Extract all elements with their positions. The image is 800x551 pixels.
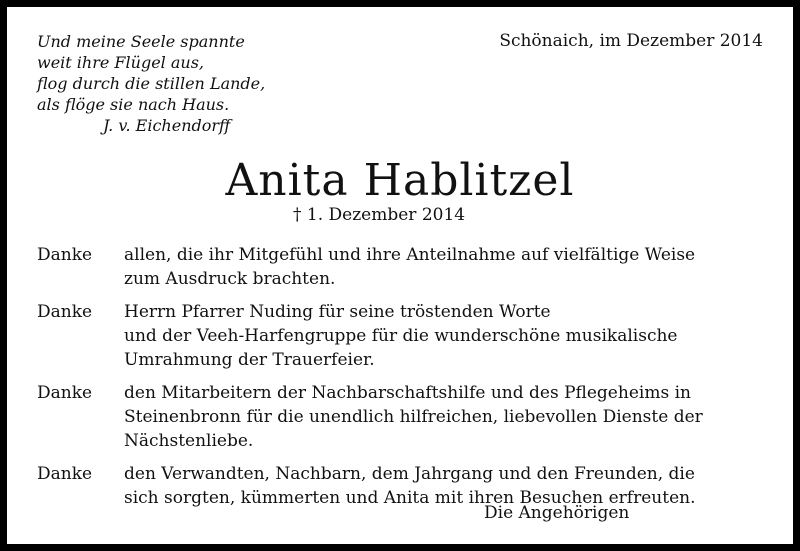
thanks-section xyxy=(37,243,767,519)
poem-line: weit ihre Flügel aus, xyxy=(37,53,204,72)
poem-block xyxy=(37,31,265,136)
thanks-text xyxy=(124,462,767,510)
thanks-line: sich sorgten, kümmerten und Anita mit ihren Besuchen erfreuten. xyxy=(124,488,696,508)
thanks-line: allen, die ihr Mitgefühl und ihre Anteilnahme auf vielfältige Weise xyxy=(124,245,696,265)
thanks-word: Danke xyxy=(37,302,93,322)
poem-line: als flöge sie nach Haus. xyxy=(37,95,230,114)
thanks-row xyxy=(37,243,767,291)
thanks-word: Danke xyxy=(37,383,93,403)
deceased-name: Anita Hablitzel xyxy=(225,155,575,206)
poem-line: Und meine Seele spannte xyxy=(37,32,245,51)
place-date: Schönaich, im Dezember 2014 xyxy=(499,31,763,51)
thanks-line: zum Ausdruck brachten. xyxy=(124,269,336,289)
thanks-line: den Mitarbeitern der Nachbarschaftshilfe und des Pflegeheims in xyxy=(124,383,691,403)
thanks-row xyxy=(37,300,767,372)
thanks-row xyxy=(37,462,767,510)
thanks-line: Nächstenliebe. xyxy=(124,431,254,451)
poem-author: J. v. Eichendorff xyxy=(103,116,231,135)
thanks-line: und der Veeh-Harfengruppe für die wunderschöne musikalische xyxy=(124,326,678,346)
thanks-text xyxy=(124,243,767,291)
death-date: † 1. Dezember 2014 xyxy=(293,205,466,225)
thanks-line: Steinenbronn für die unendlich hilfreichen, liebevollen Dienste der xyxy=(124,407,703,427)
poem-line: flog durch die stillen Lande, xyxy=(37,74,266,93)
thanks-text xyxy=(124,381,767,453)
thanks-line: Herrn Pfarrer Nuding für seine tröstenden Worte xyxy=(124,302,551,322)
thanks-text xyxy=(124,300,767,372)
thanks-line: Umrahmung der Trauerfeier. xyxy=(124,350,375,370)
thanks-word: Danke xyxy=(37,464,93,484)
thanks-word: Danke xyxy=(37,245,93,265)
thanks-row xyxy=(37,381,767,453)
signature: Die Angehörigen xyxy=(484,503,630,523)
thanks-line: den Verwandten, Nachbarn, dem Jahrgang und den Freunden, die xyxy=(124,464,695,484)
